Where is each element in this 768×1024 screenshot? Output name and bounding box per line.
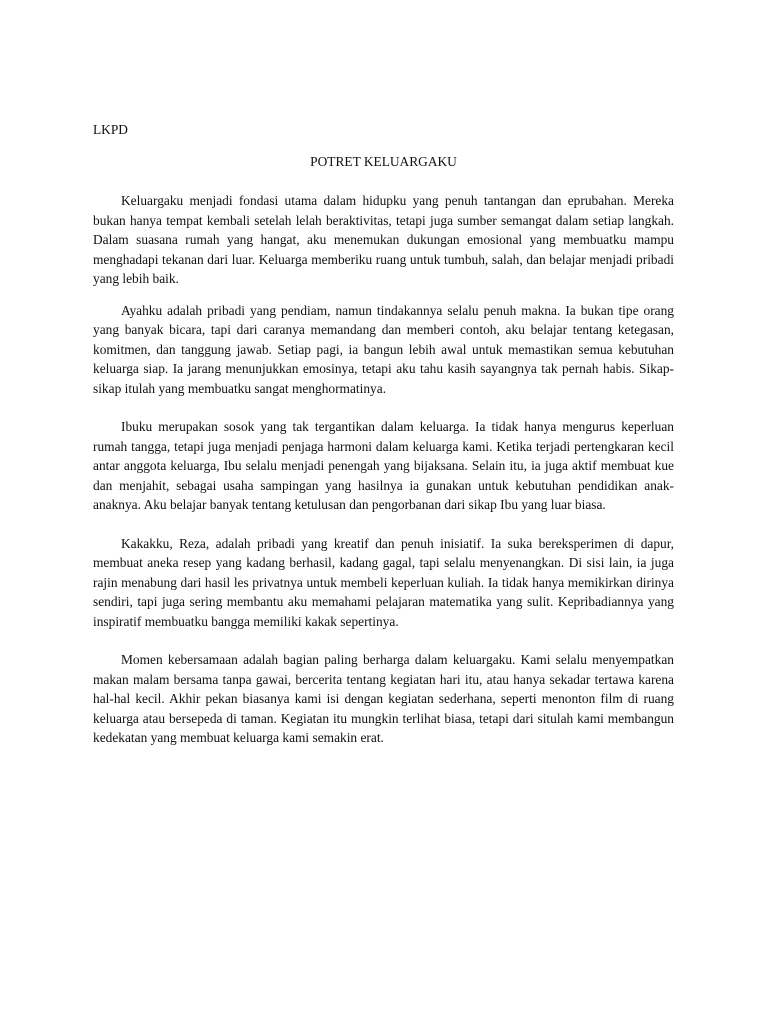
paragraph-mother: Ibuku merupakan sosok yang tak tergantikan dalam keluarga. Ia tidak hanya mengurus keperluan rumah tangga, tetapi juga menjadi penjaga harmoni dalam keluarga kami. Ketika terjadi pertengkaran kecil antar anggota keluarga, Ibu selalu menjadi penengah yang bijaksana. Selain itu, ia juga aktif membuat kue dan menjahit, sebagai usaha sampingan yang hasilnya ia gunakan untuk kebutuhan pendidikan anak-anaknya. Aku belajar banyak tentang ketulusan dan pengorbanan dari sikap Ibu yang luar biasa.	[93, 419, 674, 512]
paragraph-family-intro: Keluargaku menjadi fondasi utama dalam hidupku yang penuh tantangan dan eprubahan. Mereka bukan hanya tempat kembali setelah lelah beraktivitas, tetapi juga sumber semangat dalam setiap langkah. Dalam suasana rumah yang hangat, aku menemukan dukungan emosional yang membuatku mampu menghadapi tekanan dari luar. Keluarga memberiku ruang untuk tumbuh, salah, dan belajar menjadi pribadi yang lebih baik.	[93, 193, 674, 286]
paragraph-sibling: Kakakku, Reza, adalah pribadi yang kreatif dan penuh inisiatif. Ia suka bereksperimen di dapur, membuat aneka resep yang kadang berhasil, kadang gagal, tapi selalu menyenangkan. Di sisi lain, ia juga rajin menabung dari hasil les privatnya untuk membeli keperluan kuliah. Ia tidak hanya memikirkan dirinya sendiri, tapi juga sering membantu aku memahami pelajaran matematika yang sulit. Kepribadiannya yang inspiratif membuatku bangga memiliki kakak sepertinya.	[93, 535, 674, 629]
paragraph-togetherness: Momen kebersamaan adalah bagian paling berharga dalam keluargaku. Kami selalu menyempatkan makan malam bersama tanpa gawai, bercerita tentang kegiatan hari itu, atau hanya sekadar tertawa karena hal-hal kecil. Akhir pekan biasanya kami isi dengan kegiatan sederhana, seperti menonton film di ruang keluarga atau bersepeda di taman. Kegiatan itu mungkin terlihat biasa, tetapi dari situlah kami membangun kedekatan yang membuat keluarga kami semakin erat.	[93, 652, 674, 745]
document-label: LKPD	[93, 122, 128, 137]
paragraph-father: Ayahku adalah pribadi yang pendiam, namun tindakannya selalu penuh makna. Ia bukan tipe orang yang banyak bicara, tapi dari caranya memandang dan memberi contoh, aku belajar tentang ketegasan, komitmen, dan tanggung jawab. Setiap pagi, ia bangun lebih awal untuk memastikan semua kebutuhan keluarga siap. Ia jarang menunjukkan emosinya, tetapi aku tahu kasih sayangnya tak pernah habis. Sikap-sikap itulah yang membuatku sangat menghormatinya.	[93, 302, 674, 396]
document-body	[93, 120, 674, 748]
document-title: POTRET KELUARGAKU	[310, 153, 457, 169]
